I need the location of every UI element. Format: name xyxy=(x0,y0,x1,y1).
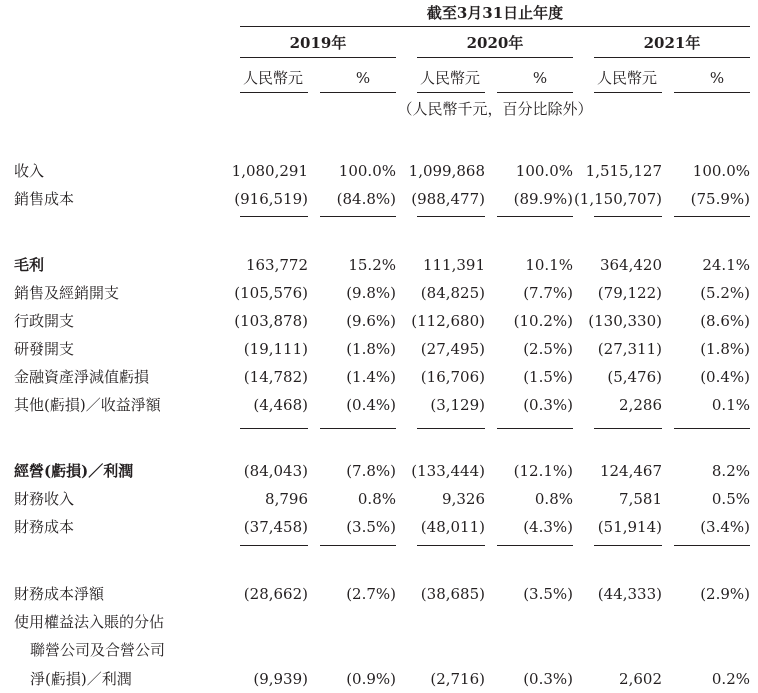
year-2019: 2019年 xyxy=(289,34,347,52)
percent-cell: (84.8%) xyxy=(336,190,396,208)
row-label-line: 聯營公司及合營公司 xyxy=(30,641,166,659)
percent-cell: (9.8%) xyxy=(346,284,396,302)
total-rule xyxy=(497,216,573,217)
row-label: 其他(虧損)／收益淨額 xyxy=(14,396,161,414)
percent-cell: 100.0% xyxy=(515,162,573,180)
amount-cell: 7,581 xyxy=(619,490,662,508)
sub-rule xyxy=(320,92,396,93)
percent-cell: (1.8%) xyxy=(346,340,396,358)
amount-cell: (84,043) xyxy=(243,462,308,480)
amount-cell: (988,477) xyxy=(411,190,485,208)
total-rule xyxy=(240,545,308,546)
percent-cell: 24.1% xyxy=(702,256,750,274)
row-label: 毛利 xyxy=(14,256,45,274)
percent-cell: (12.1%) xyxy=(513,462,573,480)
amount-cell: 364,420 xyxy=(599,256,662,274)
amount-cell: (44,333) xyxy=(597,585,662,603)
percent-cell: (0.4%) xyxy=(346,396,396,414)
percent-cell: 15.2% xyxy=(348,256,396,274)
sub-rule xyxy=(240,92,308,93)
amount-cell: 2,602 xyxy=(619,670,662,688)
col-amount-2021: 人民幣元 xyxy=(597,69,658,87)
amount-cell: 1,099,868 xyxy=(408,162,485,180)
percent-cell: (1.4%) xyxy=(346,368,396,386)
amount-cell: (9,939) xyxy=(253,670,308,688)
percent-cell: (8.6%) xyxy=(700,312,750,330)
amount-cell: (3,129) xyxy=(430,396,485,414)
amount-cell: (19,111) xyxy=(243,340,308,358)
sub-rule xyxy=(594,92,662,93)
amount-cell: 111,391 xyxy=(422,256,485,274)
amount-cell: 8,796 xyxy=(265,490,308,508)
col-amount-2020: 人民幣元 xyxy=(420,69,481,87)
amount-cell: 1,515,127 xyxy=(585,162,662,180)
percent-cell: (4.3%) xyxy=(523,518,573,536)
amount-cell: 2,286 xyxy=(619,396,662,414)
percent-cell: (3.4%) xyxy=(700,518,750,536)
amount-cell: (28,662) xyxy=(243,585,308,603)
percent-cell: 100.0% xyxy=(338,162,396,180)
percent-cell: (2.9%) xyxy=(700,585,750,603)
period-heading: 截至3月31日止年度 xyxy=(426,4,564,22)
total-rule xyxy=(674,428,750,429)
amount-cell: (4,468) xyxy=(253,396,308,414)
percent-cell: (2.7%) xyxy=(346,585,396,603)
percent-cell: (2.5%) xyxy=(523,340,573,358)
sub-rule xyxy=(417,92,485,93)
total-rule xyxy=(497,545,573,546)
total-rule xyxy=(417,428,485,429)
col-pct-2021: % xyxy=(709,69,725,87)
amount-cell: (103,878) xyxy=(234,312,308,330)
sub-rule xyxy=(497,92,573,93)
total-rule xyxy=(417,545,485,546)
year-rule-2020 xyxy=(417,57,573,58)
row-label-line: 使用權益法入賬的分佔 xyxy=(14,613,165,631)
percent-cell: (89.9%) xyxy=(513,190,573,208)
percent-cell: 0.8% xyxy=(357,490,396,508)
amount-cell: (37,458) xyxy=(243,518,308,536)
amount-cell: 9,326 xyxy=(442,490,485,508)
row-label: 行政開支 xyxy=(14,312,75,330)
row-label: 經營(虧損)／利潤 xyxy=(14,462,134,480)
percent-cell: (0.4%) xyxy=(700,368,750,386)
percent-cell: 10.1% xyxy=(525,256,573,274)
total-rule xyxy=(417,216,485,217)
col-pct-2019: % xyxy=(355,69,371,87)
amount-cell: 1,080,291 xyxy=(231,162,308,180)
row-label: 財務成本淨額 xyxy=(14,585,105,603)
percent-cell: 0.8% xyxy=(534,490,573,508)
percent-cell: (9.6%) xyxy=(346,312,396,330)
amount-cell: (27,311) xyxy=(597,340,662,358)
percent-cell: (5.2%) xyxy=(700,284,750,302)
amount-cell: (51,914) xyxy=(597,518,662,536)
col-amount-2019: 人民幣元 xyxy=(243,69,304,87)
total-rule xyxy=(674,545,750,546)
total-rule xyxy=(594,216,662,217)
amount-cell: (112,680) xyxy=(411,312,485,330)
total-rule xyxy=(497,428,573,429)
percent-cell: 0.1% xyxy=(711,396,750,414)
percent-cell: 100.0% xyxy=(692,162,750,180)
amount-cell: (48,011) xyxy=(420,518,485,536)
row-label: 銷售及經銷開支 xyxy=(14,284,120,302)
percent-cell: (7.7%) xyxy=(523,284,573,302)
percent-cell: (1.5%) xyxy=(523,368,573,386)
amount-cell: (2,716) xyxy=(430,670,485,688)
percent-cell: (10.2%) xyxy=(513,312,573,330)
row-label: 淨(虧損)／利潤 xyxy=(30,670,132,688)
row-label: 金融資產淨減值虧損 xyxy=(14,368,150,386)
total-rule xyxy=(320,545,396,546)
percent-cell: 8.2% xyxy=(711,462,750,480)
amount-cell: (14,782) xyxy=(243,368,308,386)
unit-note: （人民幣千元，百分比除外） xyxy=(397,100,593,118)
year-2020: 2020年 xyxy=(466,34,524,52)
row-label: 銷售成本 xyxy=(14,190,75,208)
percent-cell: (3.5%) xyxy=(523,585,573,603)
amount-cell: (130,330) xyxy=(588,312,662,330)
percent-cell: (0.3%) xyxy=(523,396,573,414)
year-rule-2021 xyxy=(594,57,750,58)
amount-cell: 163,772 xyxy=(245,256,308,274)
percent-cell: 0.5% xyxy=(711,490,750,508)
amount-cell: (105,576) xyxy=(234,284,308,302)
amount-cell: (5,476) xyxy=(607,368,662,386)
total-rule xyxy=(674,216,750,217)
col-pct-2020: % xyxy=(532,69,548,87)
amount-cell: (1,150,707) xyxy=(573,190,662,208)
percent-cell: (0.9%) xyxy=(346,670,396,688)
row-label: 財務收入 xyxy=(14,490,75,508)
amount-cell: (38,685) xyxy=(420,585,485,603)
header-rule xyxy=(240,26,750,27)
amount-cell: (916,519) xyxy=(234,190,308,208)
percent-cell: (75.9%) xyxy=(690,190,750,208)
total-rule xyxy=(320,428,396,429)
percent-cell: (0.3%) xyxy=(523,670,573,688)
percent-cell: (7.8%) xyxy=(346,462,396,480)
percent-cell: (3.5%) xyxy=(346,518,396,536)
row-label: 收入 xyxy=(14,162,45,180)
amount-cell: (84,825) xyxy=(420,284,485,302)
year-rule-2019 xyxy=(240,57,396,58)
total-rule xyxy=(594,428,662,429)
year-2021: 2021年 xyxy=(643,34,701,52)
percent-cell: (1.8%) xyxy=(700,340,750,358)
row-label: 研發開支 xyxy=(14,340,75,358)
sub-rule xyxy=(674,92,750,93)
amount-cell: (16,706) xyxy=(420,368,485,386)
total-rule xyxy=(594,545,662,546)
percent-cell: 0.2% xyxy=(711,670,750,688)
total-rule xyxy=(320,216,396,217)
amount-cell: (27,495) xyxy=(420,340,485,358)
total-rule xyxy=(240,428,308,429)
amount-cell: (79,122) xyxy=(597,284,662,302)
total-rule xyxy=(240,216,308,217)
row-label: 財務成本 xyxy=(14,518,75,536)
amount-cell: (133,444) xyxy=(411,462,485,480)
amount-cell: 124,467 xyxy=(599,462,662,480)
